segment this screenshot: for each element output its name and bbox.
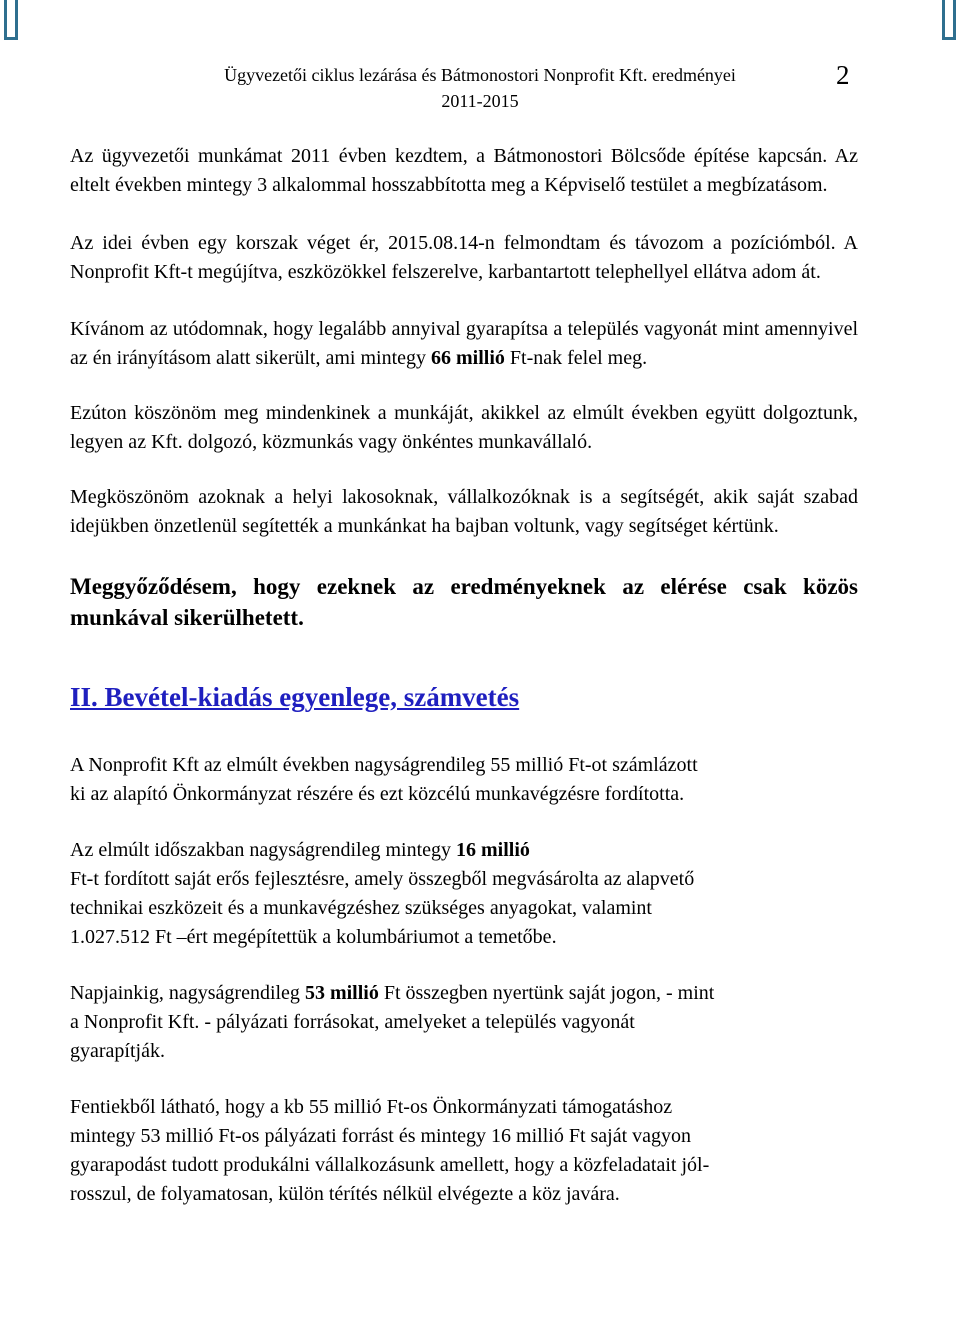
own-development-text: Az elmúlt időszakban nagyságrendileg mintegy [70,839,457,861]
conviction-statement: Meggyőződésem, hogy ezeknek az eredményeknek az elérése csak közös munkával sikerülhetett. [70,574,858,630]
paragraph-successor-wish [70,315,858,373]
paragraph-summary [70,1093,858,1209]
grants-line-2: a Nonprofit Kft. - pályázati forrásokat, amelyeket a település vagyonát [70,1011,635,1033]
paragraph-thanks-workers: Ezúton köszönöm meg mindenkinek a munkáját, akikkel az elmúlt években együtt dolgoztunk, legyen az Kft. dolgozó, közmunkás vagy önkéntes munkavállaló. [70,402,858,453]
paragraph-successor-tail: Ft-nak felel meg. [504,347,648,369]
amount-16-million: 16 millió [456,839,530,861]
page-corner-mark-left [4,0,18,40]
running-header [0,62,960,114]
page-number: 2 [836,60,850,90]
own-development-line-3: technikai eszközeit és a munkavégzéshez szükséges anyagokat, valamint [70,897,652,919]
paragraph-own-development [70,836,858,952]
paragraph-thanks-residents: Megköszönöm azoknak a helyi lakosoknak, vállalkozóknak is a segítségét, akik saját szabad idejükben önzetlenül segítették a munkánkat ha bajban voltunk, vagy segítséget kértünk. [70,486,858,537]
paragraph-grants [70,979,858,1066]
header-years: 2011-2015 [441,91,519,111]
summary-line-1: Fentiekből látható, hogy a kb 55 millió Ft-os Önkormányzati támogatáshoz [70,1096,673,1118]
header-title: Ügyvezetői ciklus lezárása és Bátmonostori Nonprofit Kft. eredményei [224,65,736,85]
grants-line-1 [70,979,858,1008]
summary-line-3: gyarapodást tudott produkálni vállalkozásunk amellett, hogy a közfeladatait jól- [70,1154,710,1176]
own-development-line-1 [70,836,858,865]
summary-line-2: mintegy 53 millió Ft-os pályázati forrást és mintegy 16 millió Ft saját vagyon [70,1125,692,1147]
paragraph-resignation: Az idei évben egy korszak véget ér, 2015.08.14-n felmondtam és távozom a pozíciómból. A Nonprofit Kft-t megújítva, eszközökkel felszerelve, karbantartott telephellyel ellátva adom át. [70,232,858,283]
grants-tail: Ft összegben nyertünk saját jogon, - mint [378,982,715,1004]
paragraph-appointment: Az ügyvezetői munkámat 2011 évben kezdtem, a Bátmonostori Bölcsőde építése kapcsán. Az eltelt években mintegy 3 alkalommal hosszabbította meg a Képviselő testület a megbízatásom. [70,145,858,196]
document-body [70,142,858,1209]
section-heading-balance[interactable]: II. Bevétel-kiadás egyenlege, számvetés [70,682,520,712]
grants-text: Napjainkig, nagyságrendileg [70,982,305,1004]
grants-line-3: gyarapítják. [70,1040,165,1062]
summary-line-4: rosszul, de folyamatosan, külön térítés nélkül elvégezte a köz javára. [70,1183,620,1205]
paragraph-invoicing [70,751,858,809]
own-development-line-2: Ft-t fordított saját erős fejlesztésre, amely összegből megvásárolta az alapvető [70,868,695,890]
paragraph-successor-text: Kívánom az utódomnak, hogy legalább annyival gyarapítsa a település vagyonát mint amennyivel az én irányításom alatt sikerült, ami mintegy [70,318,858,369]
amount-53-million: 53 millió [304,982,379,1004]
amount-66-million: 66 millió [431,347,505,369]
invoicing-line-2: ki az alapító Önkormányzat részére és ezt közcélú munkavégzésre fordította. [70,783,685,805]
invoicing-line-1: A Nonprofit Kft az elmúlt években nagyságrendileg 55 millió Ft-ot számlázott [70,754,698,776]
own-development-line-4: 1.027.512 Ft –ért megépítettük a kolumbáriumot a temetőbe. [70,926,557,948]
page-corner-mark-right [942,0,956,40]
